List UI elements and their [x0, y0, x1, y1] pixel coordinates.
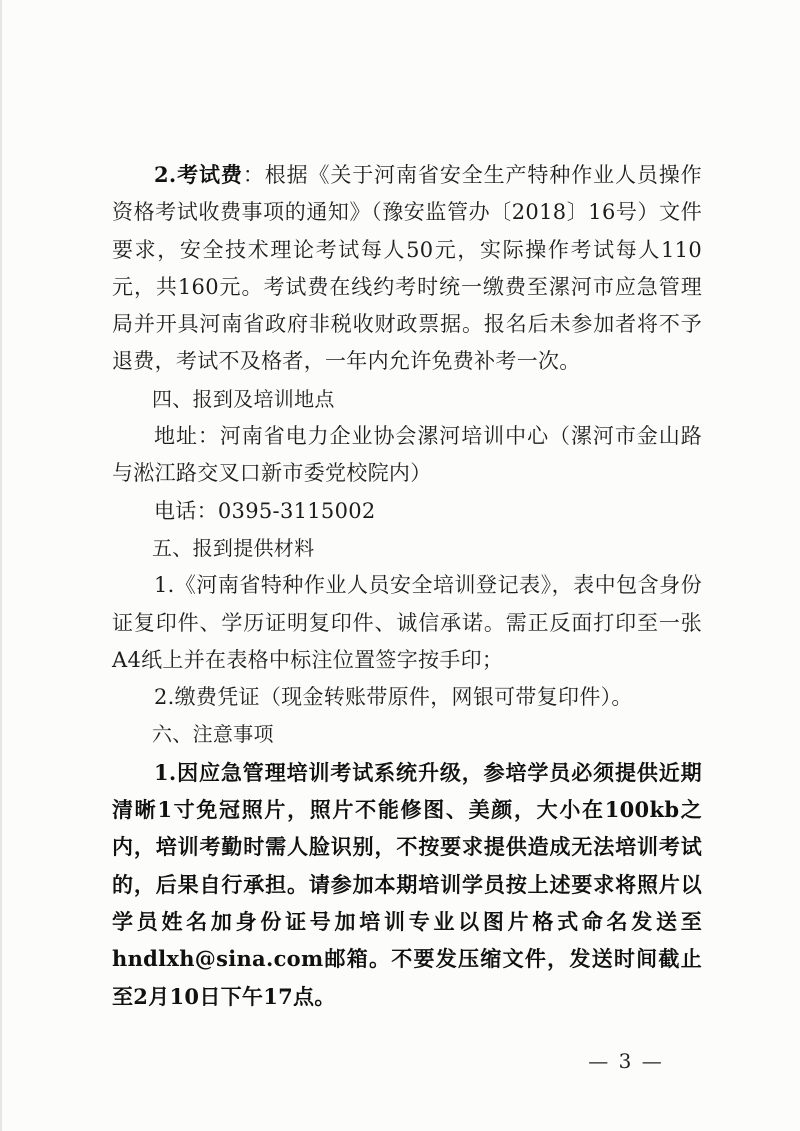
exam-fee-text: ：根据《关于河南省安全生产特种作业人员操作资格考试收费事项的通知》（豫安监管办〔2018〕16号）文件要求，安全技术理论考试每人50元，实际操作考试每人110元，共160元。考试费在线约考时统一缴费至漯河市应急管理局并开具河南省政府非税收财政票据。报名后未参加者将不予退费，考试不及格者，一年内允许免费补考一次。 — [112, 163, 702, 374]
page-number: — 3 — — [588, 1049, 664, 1073]
section-heading-location: 四、报到及培训地点 — [152, 386, 335, 411]
exam-fee-lead: 2.考试费 — [154, 162, 243, 187]
scan-edge — [0, 0, 2, 1131]
materials-item-1: 1.《河南省特种作业人员安全培训登记表》，表中包含身份证复印件、学历证明复印件、诚信承诺。需正反面打印至一张A4纸上并在表格中标注位置签字按手印； — [112, 573, 702, 672]
section-heading-notes: 六、注意事项 — [152, 722, 274, 747]
notes-item-1: 1.因应急管理培训考试系统升级，参培学员必须提供近期清晰1寸免冠照片，照片不能修图、美颜，大小在100kb之内，培训考勤时需人脸识别，不按要求提供造成无法培训考试的，后果自行承担。请参加本期培训学员按上述要求将照片以学员姓名加身份证号加培训专业以图片格式命名发送至hndlxh@sina.com邮箱。不要发压缩文件，发送时间截止至2月10日下午17点。 — [112, 759, 702, 1009]
phone-paragraph: 电话：0395-3115002 — [154, 498, 376, 523]
address-paragraph: 地址：河南省电力企业协会漯河培训中心（漯河市金山路与淞江路交叉口新市委党校院内） — [112, 424, 702, 486]
document-body — [112, 156, 702, 1015]
section-heading-materials: 五、报到提供材料 — [152, 535, 315, 560]
materials-item-2: 2.缴费凭证（现金转账带原件，网银可带复印件）。 — [154, 685, 633, 710]
exam-fee-paragraph — [112, 156, 702, 381]
